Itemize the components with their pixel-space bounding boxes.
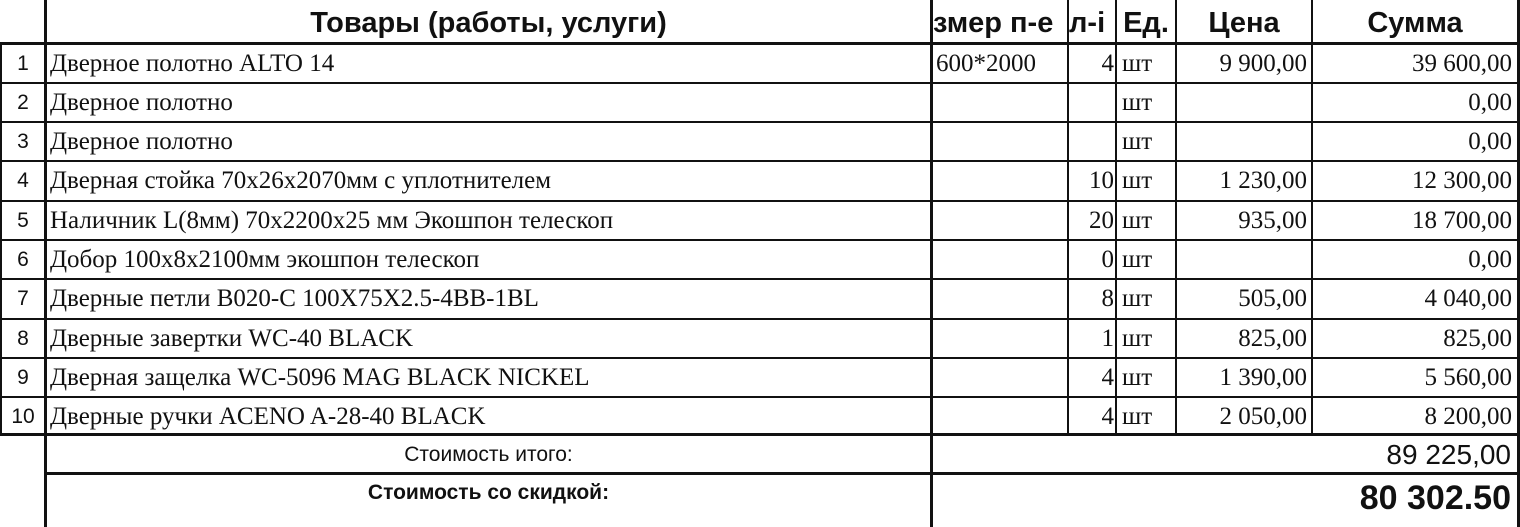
item-qty: 4	[1101, 364, 1114, 391]
item-qty: 1	[1101, 325, 1114, 352]
row-number: 8	[17, 327, 29, 350]
item-sum: 0,00	[1468, 128, 1512, 155]
item-sum: 39 600,00	[1412, 50, 1512, 77]
item-unit: шт	[1122, 246, 1153, 273]
item-name: Наличник L(8мм) 70х2200х25 мм Экошпон телескоп	[50, 207, 614, 234]
item-price	[1177, 241, 1307, 278]
item-price: 935,00	[1238, 207, 1307, 234]
row-number: 7	[17, 287, 29, 310]
item-qty	[1069, 123, 1114, 160]
item-unit: шт	[1122, 128, 1153, 155]
item-sum: 12 300,00	[1412, 167, 1512, 194]
item-name: Добор 100х8х2100мм экошпон телескоп	[50, 246, 480, 273]
item-size	[936, 123, 1066, 160]
row-number: 9	[17, 366, 29, 389]
item-unit: шт	[1122, 50, 1153, 77]
item-unit: шт	[1122, 285, 1153, 312]
item-price	[1177, 123, 1307, 160]
item-name: Дверная защелка WC-5096 MAG BLACK NICKEL	[50, 364, 590, 391]
header-goods: Товары (работы, услуги)	[310, 7, 667, 39]
item-name: Дверное полотно	[50, 89, 233, 116]
item-unit: шт	[1122, 403, 1153, 430]
row-number: 2	[17, 91, 29, 114]
discount-label: Стоимость со скидкой:	[367, 481, 610, 504]
item-sum: 0,00	[1468, 246, 1512, 273]
item-price: 2 050,00	[1219, 403, 1307, 430]
item-size	[936, 320, 1066, 357]
header-qty: л-і	[1069, 7, 1106, 39]
discount-value: 80 302.50	[1359, 479, 1511, 517]
item-size: 600*2000	[936, 50, 1036, 77]
item-size	[936, 359, 1066, 396]
item-qty: 4	[1101, 403, 1114, 430]
item-qty: 20	[1089, 207, 1114, 234]
item-price	[1177, 84, 1307, 121]
header-unit: Ед.	[1123, 7, 1169, 39]
total-value: 89 225,00	[1386, 439, 1511, 470]
item-unit: шт	[1122, 167, 1153, 194]
row-number: 5	[17, 209, 29, 232]
item-qty: 0	[1101, 246, 1114, 273]
table-border	[1115, 0, 1117, 436]
item-sum: 0,00	[1468, 89, 1512, 116]
row-number: 4	[17, 169, 29, 192]
header-size: змер п-е	[933, 7, 1054, 39]
item-qty: 4	[1101, 50, 1114, 77]
item-name: Дверное полотно	[50, 128, 233, 155]
item-size	[936, 162, 1066, 199]
item-sum: 825,00	[1443, 325, 1512, 352]
header-sum: Сумма	[1367, 7, 1463, 39]
item-qty	[1069, 84, 1114, 121]
item-qty: 8	[1101, 285, 1114, 312]
item-size	[936, 280, 1066, 317]
item-name: Дверные петли B020-C 100X75X2.5-4BB-1BL	[50, 285, 539, 312]
item-size	[936, 241, 1066, 278]
item-size	[936, 202, 1066, 239]
item-unit: шт	[1122, 364, 1153, 391]
row-number: 3	[17, 130, 29, 153]
item-name: Дверная стойка 70х26х2070мм с уплотнителем	[50, 167, 552, 194]
item-sum: 18 700,00	[1412, 207, 1512, 234]
total-label: Стоимость итого:	[404, 443, 573, 466]
item-price: 505,00	[1238, 285, 1307, 312]
item-price: 825,00	[1238, 325, 1307, 352]
item-name: Дверные ручки ACENO A-28-40 BLACK	[50, 403, 486, 430]
item-unit: шт	[1122, 207, 1153, 234]
item-name: Дверное полотно ALTO 14	[50, 50, 335, 77]
item-size	[936, 398, 1066, 435]
item-size	[936, 84, 1066, 121]
item-sum: 8 200,00	[1424, 403, 1512, 430]
item-sum: 5 560,00	[1424, 364, 1512, 391]
item-price: 1 390,00	[1219, 364, 1307, 391]
row-number: 6	[17, 248, 29, 271]
item-unit: шт	[1122, 325, 1153, 352]
header-price: Цена	[1208, 7, 1280, 39]
row-number: 10	[11, 405, 35, 428]
item-qty: 10	[1089, 167, 1114, 194]
item-unit: шт	[1122, 89, 1153, 116]
item-price: 9 900,00	[1219, 50, 1307, 77]
item-sum: 4 040,00	[1424, 285, 1512, 312]
item-name: Дверные завертки WC-40 BLACK	[50, 325, 414, 352]
item-price: 1 230,00	[1219, 167, 1307, 194]
row-number: 1	[17, 52, 29, 75]
